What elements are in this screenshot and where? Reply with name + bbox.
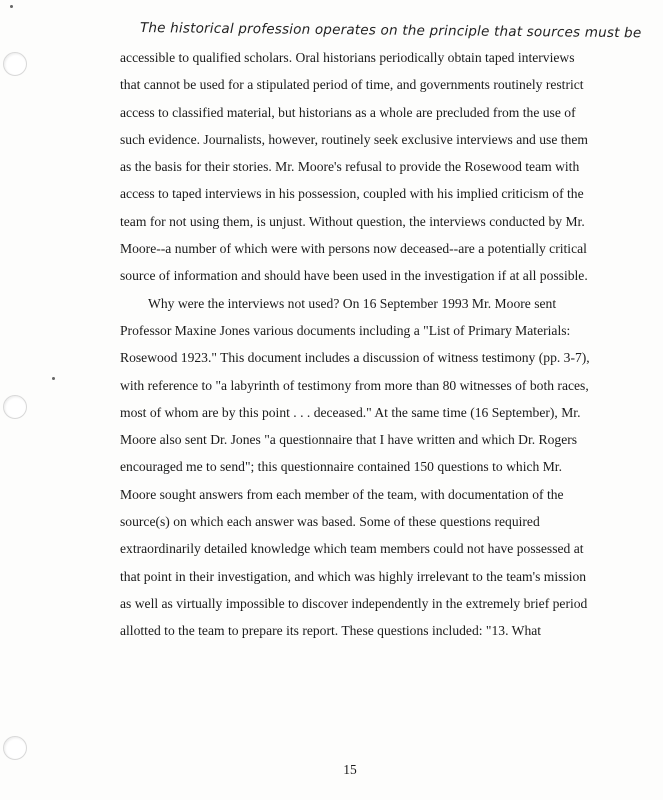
text-line: that cannot be used for a stipulated period of time, and governments routinely restrict <box>120 77 584 93</box>
body-text <box>120 44 620 645</box>
handwritten-annotation: The historical profession operates on the principle that sources must be <box>139 20 642 42</box>
scan-speck <box>10 5 13 8</box>
punch-hole-middle <box>3 395 27 419</box>
paragraph-start-line: Why were the interviews not used? On 16 September 1993 Mr. Moore sent <box>148 295 557 311</box>
text-line: Rosewood 1923." This document includes a discussion of witness testimony (pp. 3-7), <box>120 350 590 366</box>
text-line: that point in their investigation, and which was highly irrelevant to the team's mission <box>120 568 587 584</box>
text-line: source of information and should have been used in the investigation if at all possible. <box>120 268 588 284</box>
text-line: Moore also sent Dr. Jones "a questionnaire that I have written and which Dr. Rogers <box>120 432 578 448</box>
scan-speck <box>52 377 55 380</box>
text-line: allotted to the team to prepare its report. These questions included: "13. What <box>120 623 542 639</box>
text-line: most of whom are by this point . . . deceased." At the same time (16 September), Mr. <box>120 404 581 420</box>
text-line: Moore--a number of which were with persons now deceased--are a potentially critical <box>120 241 587 257</box>
text-line: such evidence. Journalists, however, routinely seek exclusive interviews and use them <box>120 131 588 147</box>
text-line: encouraged me to send"; this questionnaire contained 150 questions to which Mr. <box>120 459 562 475</box>
text-line: as well as virtually impossible to discover independently in the extremely brief period <box>120 595 588 611</box>
text-line: source(s) on which each answer was based. Some of these questions required <box>120 514 540 530</box>
text-line: access to classified material, but historians as a whole are precluded from the use of <box>120 104 576 120</box>
page-number: 15 <box>343 762 357 777</box>
text-line: Professor Maxine Jones various documents including a "List of Primary Materials: <box>120 322 571 338</box>
text-line: team for not using them, is unjust. Without question, the interviews conducted by Mr. <box>120 213 585 229</box>
punch-hole-bottom <box>3 736 27 760</box>
text-line: with reference to "a labyrinth of testimony from more than 80 witnesses of both races, <box>120 377 589 393</box>
text-line: as the basis for their stories. Mr. Moore's refusal to provide the Rosewood team with <box>120 159 580 175</box>
text-line: accessible to qualified scholars. Oral historians periodically obtain taped interviews <box>120 50 575 65</box>
punch-hole-top <box>3 52 27 76</box>
text-line: access to taped interviews in his possession, coupled with his implied criticism of the <box>120 186 584 202</box>
text-line: extraordinarily detailed knowledge which team members could not have possessed at <box>120 541 584 557</box>
text-line: Moore sought answers from each member of the team, with documentation of the <box>120 486 564 502</box>
